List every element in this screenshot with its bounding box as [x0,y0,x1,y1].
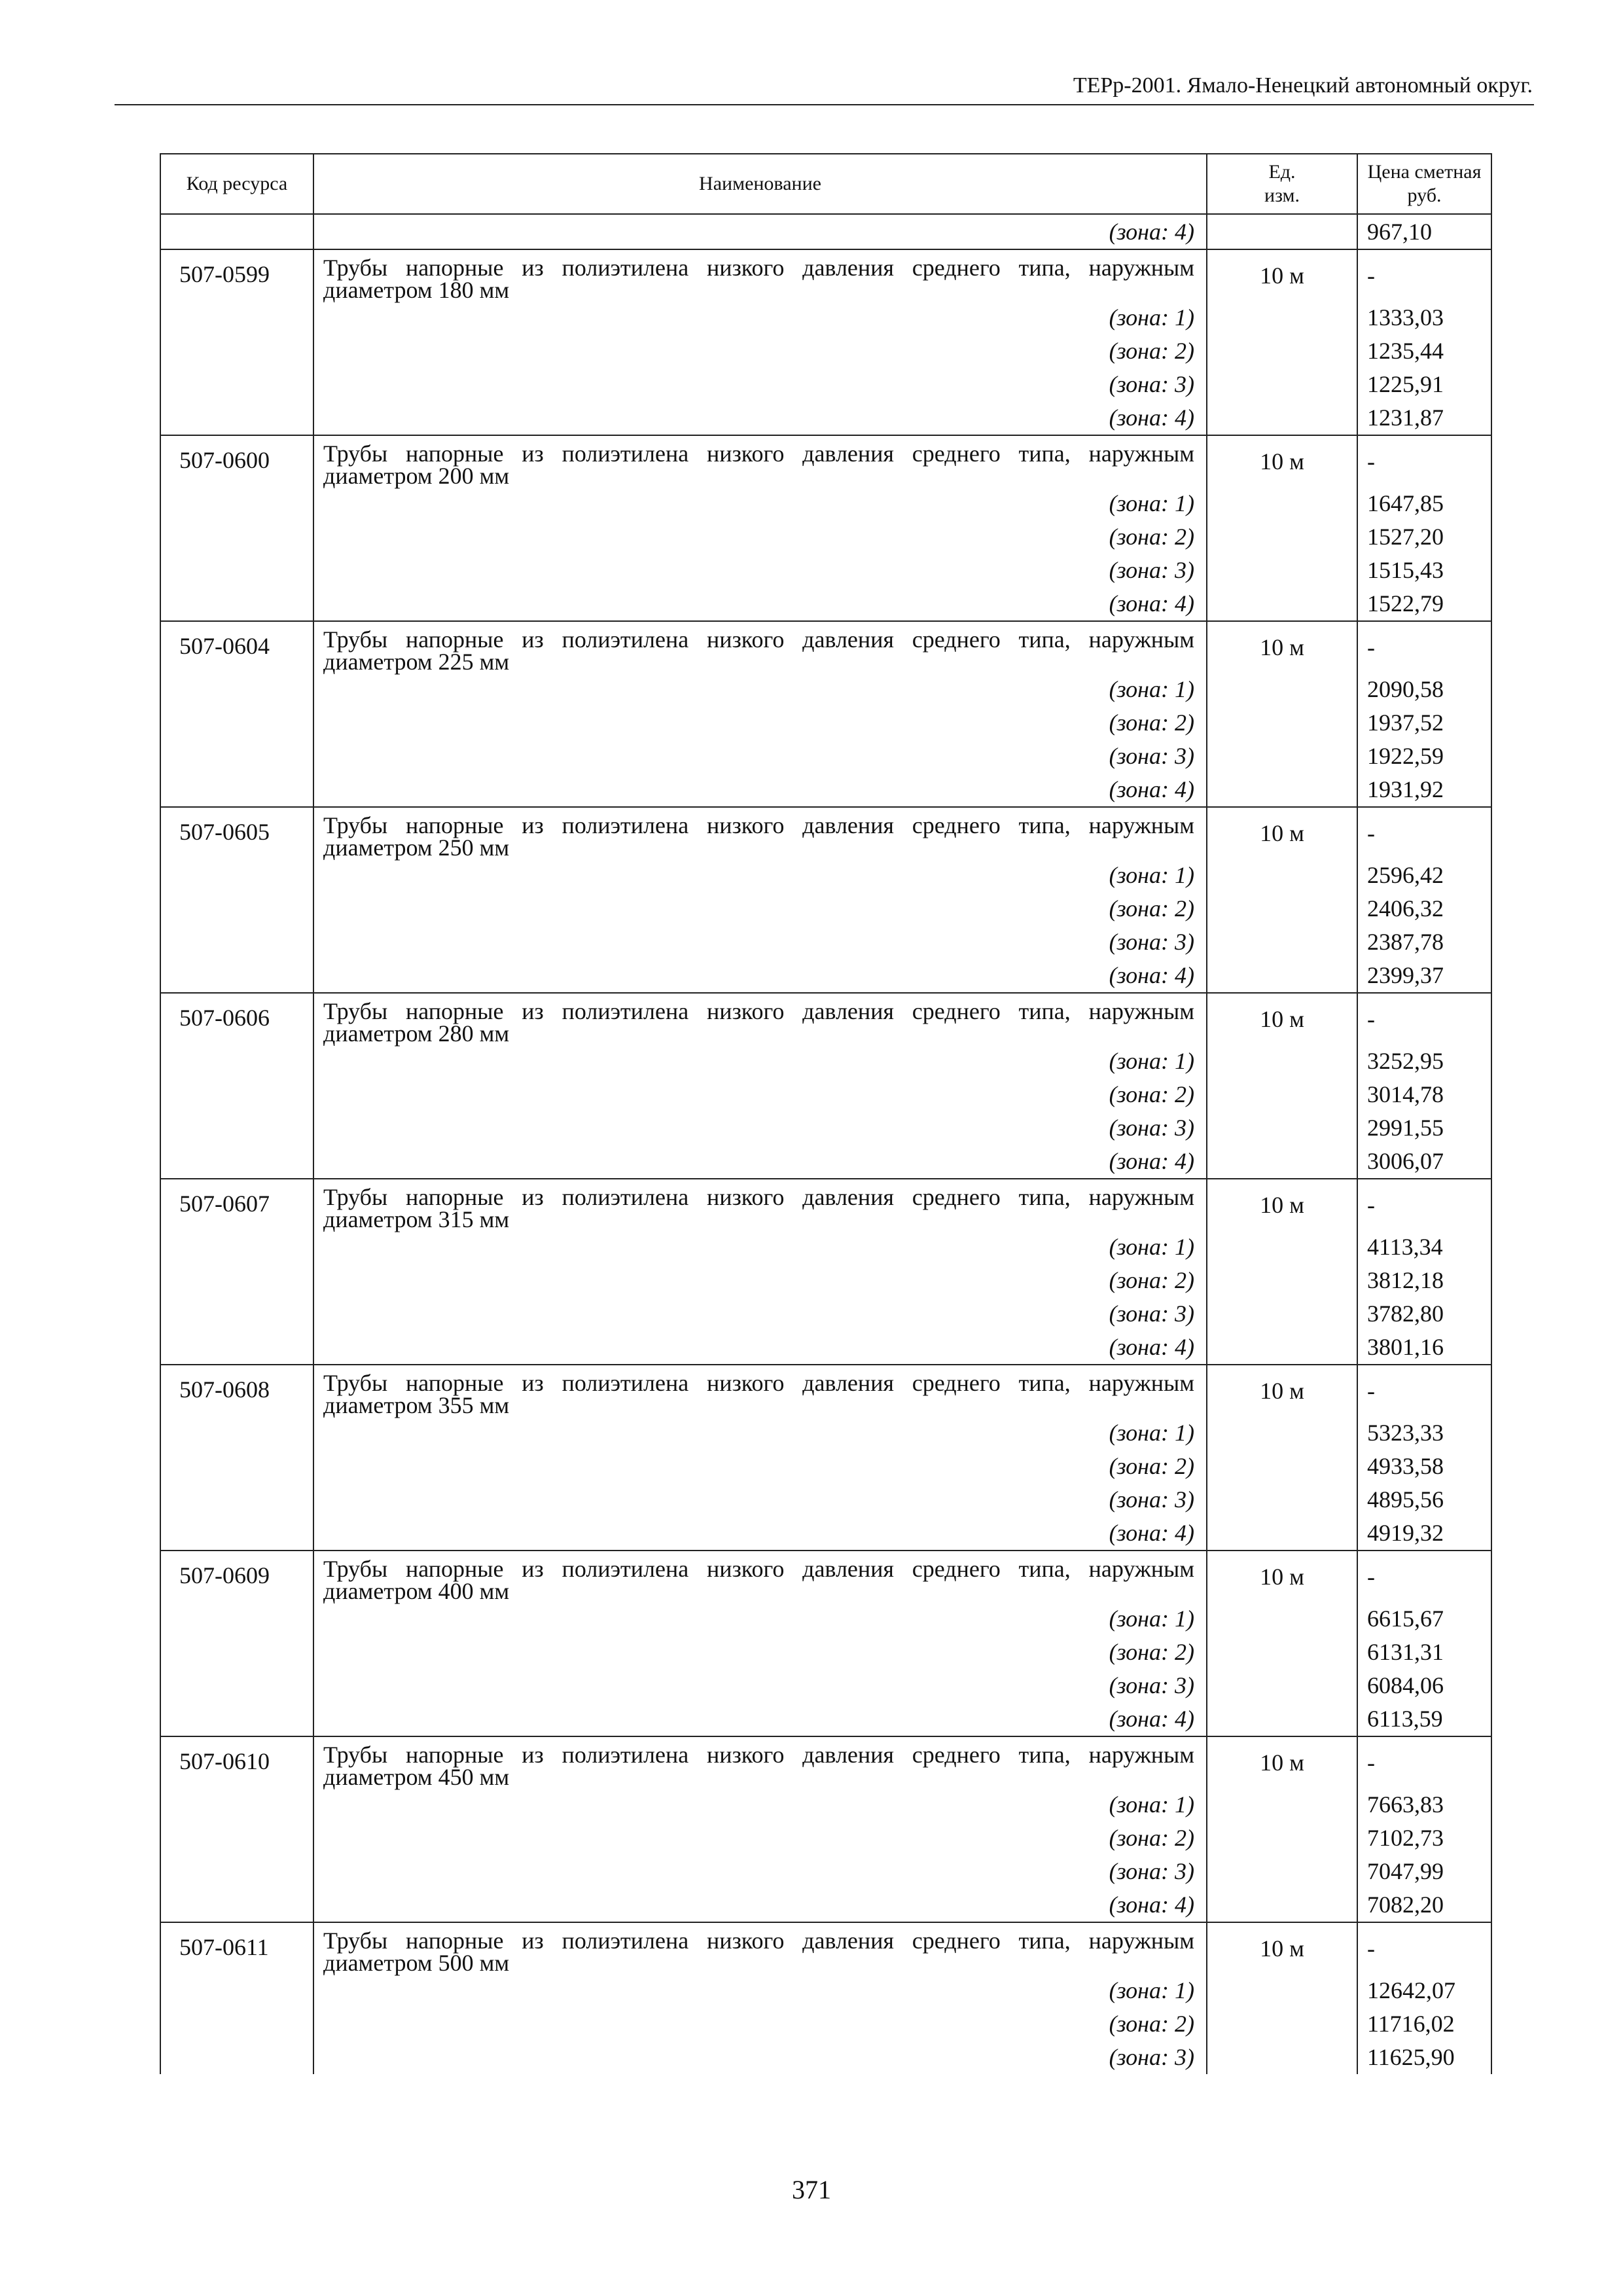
zone-price: 11625,90 [1357,2041,1491,2074]
running-header: ТЕРр-2001. Ямало-Ненецкий автономный округ. [1073,73,1533,98]
zone-label: (зона: 2) [313,1264,1207,1297]
zone-row [160,1450,1491,1483]
zone-price: 6131,31 [1357,1636,1491,1669]
zone-label: (зона: 3) [313,2041,1207,2074]
zone-price: 6615,67 [1357,1602,1491,1636]
zone-row [160,1483,1491,1516]
zone-row [160,1516,1491,1551]
zone-label: (зона: 1) [313,1788,1207,1821]
zone-label: (зона: 1) [313,301,1207,334]
table-cell-unit [1207,1855,1357,1888]
resource-code: 507-0599 [160,249,313,301]
zone-price: 2090,58 [1357,673,1491,706]
table-cell-unit [1207,1045,1357,1078]
resource-code: 507-0608 [160,1365,313,1416]
table-cell-code [160,368,313,401]
zone-row [160,959,1491,993]
zone-price: 3782,80 [1357,1297,1491,1331]
table-cell-unit [1207,1264,1357,1297]
zone-price: 2406,32 [1357,892,1491,925]
zone-row [160,520,1491,554]
table-cell-unit [1207,1230,1357,1264]
resource-code: 507-0600 [160,435,313,487]
table-cell-unit [1207,1888,1357,1922]
resource-code: 507-0609 [160,1551,313,1602]
zone-row [160,1416,1491,1450]
zone-price: 1522,79 [1357,587,1491,621]
table-row [160,1179,1491,1230]
column-header-name: Наименование [313,154,1207,214]
zone-label: (зона: 1) [313,1602,1207,1636]
base-price: - [1357,1551,1491,1602]
table-cell-unit [1207,859,1357,892]
table-cell-code [160,1888,313,1922]
unit: 10 м [1207,249,1357,301]
table-cell-code [160,520,313,554]
zone-price: 7047,99 [1357,1855,1491,1888]
zone-row [160,401,1491,435]
table-cell-unit [1207,401,1357,435]
zone-row [160,1974,1491,2007]
unit: 10 м [1207,1551,1357,1602]
zone-price: 3801,16 [1357,1331,1491,1365]
zone-price: 1937,52 [1357,706,1491,740]
zone-price: 2387,78 [1357,925,1491,959]
zone-label: (зона: 1) [313,1416,1207,1450]
zone-row [160,301,1491,334]
table-cell-code [160,1230,313,1264]
table-row [160,993,1491,1045]
zone-price: 7102,73 [1357,1821,1491,1855]
table-cell-code [160,859,313,892]
zone-label: (зона: 2) [313,706,1207,740]
table-cell-code [160,1974,313,2007]
zone-row [160,2041,1491,2074]
zone-label: (зона: 4) [313,587,1207,621]
zone-label: (зона: 3) [313,1111,1207,1145]
zone-row [160,554,1491,587]
unit: 10 м [1207,807,1357,859]
table-cell-code [160,2041,313,2074]
unit: 10 м [1207,621,1357,673]
zone-price: 1225,91 [1357,368,1491,401]
table-cell-unit [1207,1078,1357,1111]
zone-label: (зона: 4) [313,1888,1207,1922]
zone-price: 967,10 [1357,214,1491,249]
resource-code: 507-0604 [160,621,313,673]
table-cell-code [160,1516,313,1551]
table-cell-unit [1207,1669,1357,1702]
zone-label: (зона: 2) [313,2007,1207,2041]
zone-row [160,487,1491,520]
zone-label: (зона: 4) [313,1145,1207,1179]
zone-label: (зона: 3) [313,740,1207,773]
table-cell-unit [1207,301,1357,334]
zone-row [160,1045,1491,1078]
column-header-price: Цена сметная руб. [1357,154,1491,214]
table-cell-unit [1207,1516,1357,1551]
table-cell-unit [1207,1974,1357,2007]
zone-label: (зона: 2) [313,1821,1207,1855]
table-cell-unit [1207,1416,1357,1450]
zone-row [160,673,1491,706]
zone-price: 1527,20 [1357,520,1491,554]
table-cell-unit [1207,706,1357,740]
table-cell-code [160,214,313,249]
zone-row [160,1669,1491,1702]
base-price: - [1357,1922,1491,1974]
zone-label: (зона: 1) [313,859,1207,892]
header-rule [115,104,1534,105]
table-cell-unit [1207,214,1357,249]
zone-label: (зона: 1) [313,487,1207,520]
table-cell-code [160,673,313,706]
zone-price: 7082,20 [1357,1888,1491,1922]
zone-label: (зона: 4) [313,773,1207,807]
zone-label: (зона: 4) [313,1331,1207,1365]
zone-row [160,773,1491,807]
zone-price: 6084,06 [1357,1669,1491,1702]
table-cell-unit [1207,1602,1357,1636]
table-cell-unit [1207,334,1357,368]
table-cell-code [160,1602,313,1636]
unit: 10 м [1207,435,1357,487]
zone-label: (зона: 2) [313,1450,1207,1483]
resource-name: Трубы напорные из полиэтилена низкого давления среднего типа, наружным диаметром 450 мм [313,1736,1207,1788]
table-cell-unit [1207,1450,1357,1483]
zone-label: (зона: 3) [313,1855,1207,1888]
table-cell-unit [1207,740,1357,773]
base-price: - [1357,1179,1491,1230]
table-body [160,214,1491,2074]
unit: 10 м [1207,1736,1357,1788]
table-cell-code [160,773,313,807]
zone-price: 3252,95 [1357,1045,1491,1078]
zone-price: 1647,85 [1357,487,1491,520]
table-cell-code [160,587,313,621]
zone-price: 7663,83 [1357,1788,1491,1821]
table-cell-code [160,554,313,587]
base-price: - [1357,1736,1491,1788]
table-cell-unit [1207,673,1357,706]
table-cell-unit [1207,554,1357,587]
zone-label: (зона: 4) [313,959,1207,993]
zone-row [160,1230,1491,1264]
zone-label: (зона: 3) [313,368,1207,401]
zone-row [160,1111,1491,1145]
unit: 10 м [1207,1922,1357,1974]
continuation-row [160,214,1491,249]
table-cell-unit [1207,520,1357,554]
resource-code: 507-0610 [160,1736,313,1788]
zone-label: (зона: 3) [313,925,1207,959]
table-row [160,1922,1491,1974]
zone-price: 4919,32 [1357,1516,1491,1551]
zone-label: (зона: 2) [313,334,1207,368]
table-row [160,1551,1491,1602]
zone-price: 4933,58 [1357,1450,1491,1483]
table-cell-code [160,959,313,993]
resource-name: Трубы напорные из полиэтилена низкого давления среднего типа, наружным диаметром 180 мм [313,249,1207,301]
page-number: 371 [792,2175,831,2204]
base-price: - [1357,993,1491,1045]
zone-label: (зона: 3) [313,554,1207,587]
table-cell-unit [1207,1331,1357,1365]
table-cell-code [160,925,313,959]
table-cell-unit [1207,2007,1357,2041]
zone-row [160,334,1491,368]
zone-price: 1515,43 [1357,554,1491,587]
table-cell-code [160,1331,313,1365]
resource-code: 507-0606 [160,993,313,1045]
table-cell-unit [1207,892,1357,925]
base-price: - [1357,807,1491,859]
table-row [160,807,1491,859]
table-cell-unit [1207,1702,1357,1736]
zone-label: (зона: 1) [313,673,1207,706]
table-cell-code [160,1078,313,1111]
zone-label: (зона: 2) [313,1078,1207,1111]
table-cell-code [160,1145,313,1179]
zone-row [160,1855,1491,1888]
zone-row [160,1788,1491,1821]
zone-price: 1922,59 [1357,740,1491,773]
zone-price: 3812,18 [1357,1264,1491,1297]
zone-row [160,1078,1491,1111]
zone-label: (зона: 1) [313,1974,1207,2007]
unit: 10 м [1207,1365,1357,1416]
base-price: - [1357,249,1491,301]
zone-price: 2399,37 [1357,959,1491,993]
zone-label: (зона: 4) [313,1516,1207,1551]
zone-price: 4895,56 [1357,1483,1491,1516]
table-cell-unit [1207,1788,1357,1821]
zone-row [160,1821,1491,1855]
zone-price: 1235,44 [1357,334,1491,368]
column-header-unit: Ед. изм. [1207,154,1357,214]
table-cell-code [160,1855,313,1888]
zone-label: (зона: 2) [313,892,1207,925]
table-cell-code [160,740,313,773]
unit: 10 м [1207,1179,1357,1230]
zone-label: (зона: 3) [313,1669,1207,1702]
zone-row [160,1297,1491,1331]
table-cell-unit [1207,2041,1357,2074]
resource-name: Трубы напорные из полиэтилена низкого давления среднего типа, наружным диаметром 355 мм [313,1365,1207,1416]
zone-label: (зона: 2) [313,520,1207,554]
zone-row [160,1888,1491,1922]
resource-code: 507-0607 [160,1179,313,1230]
resource-name: Трубы напорные из полиэтилена низкого давления среднего типа, наружным диаметром 315 мм [313,1179,1207,1230]
zone-price: 11716,02 [1357,2007,1491,2041]
resource-name: Трубы напорные из полиэтилена низкого давления среднего типа, наружным диаметром 500 мм [313,1922,1207,1974]
zone-price: 5323,33 [1357,1416,1491,1450]
zone-label: (зона: 3) [313,1297,1207,1331]
zone-price: 4113,34 [1357,1230,1491,1264]
base-price: - [1357,435,1491,487]
zone-label: (зона: 2) [313,1636,1207,1669]
table-row [160,1365,1491,1416]
zone-row [160,1702,1491,1736]
zone-row [160,1264,1491,1297]
column-header-code: Код ресурса [160,154,313,214]
table-header-row [160,154,1491,214]
zone-price: 2991,55 [1357,1111,1491,1145]
table-cell-unit [1207,1297,1357,1331]
zone-label: (зона: 4) [313,1702,1207,1736]
zone-row [160,1331,1491,1365]
table-cell-unit [1207,1111,1357,1145]
table-cell-unit [1207,773,1357,807]
table-cell-unit [1207,1145,1357,1179]
resource-name: Трубы напорные из полиэтилена низкого давления среднего типа, наружным диаметром 200 мм [313,435,1207,487]
table-cell-code [160,1111,313,1145]
table-cell-code [160,1636,313,1669]
resource-code: 507-0611 [160,1922,313,1974]
table-cell-code [160,1297,313,1331]
zone-price: 3014,78 [1357,1078,1491,1111]
table-cell-code [160,1264,313,1297]
zone-row [160,925,1491,959]
table-row [160,249,1491,301]
table-cell-unit [1207,1483,1357,1516]
table-cell-code [160,334,313,368]
table-cell-code [160,1045,313,1078]
table-cell-unit [1207,487,1357,520]
zone-row [160,1145,1491,1179]
zone-price: 1231,87 [1357,401,1491,435]
base-price: - [1357,621,1491,673]
resource-name: Трубы напорные из полиэтилена низкого давления среднего типа, наружным диаметром 225 мм [313,621,1207,673]
table-cell-code [160,1416,313,1450]
table-cell-code [160,1669,313,1702]
resource-name: Трубы напорные из полиэтилена низкого давления среднего типа, наружным диаметром 280 мм [313,993,1207,1045]
table-cell-unit [1207,1821,1357,1855]
unit: 10 м [1207,993,1357,1045]
zone-price: 12642,07 [1357,1974,1491,2007]
table-cell-code [160,487,313,520]
zone-price: 2596,42 [1357,859,1491,892]
zone-label: (зона: 4) [313,214,1207,249]
table-cell-code [160,401,313,435]
table-cell-unit [1207,925,1357,959]
zone-label: (зона: 3) [313,1483,1207,1516]
zone-label: (зона: 4) [313,401,1207,435]
zone-row [160,706,1491,740]
table-cell-unit [1207,959,1357,993]
table-row [160,1736,1491,1788]
zone-row [160,2007,1491,2041]
zone-label: (зона: 1) [313,1045,1207,1078]
base-price: - [1357,1365,1491,1416]
table-cell-code [160,1450,313,1483]
zone-price: 3006,07 [1357,1145,1491,1179]
zone-row [160,587,1491,621]
table-cell-code [160,1788,313,1821]
table-row [160,435,1491,487]
table-cell-unit [1207,368,1357,401]
table-cell-code [160,1702,313,1736]
table-cell-unit [1207,1636,1357,1669]
table-cell-code [160,2007,313,2041]
table-cell-code [160,301,313,334]
zone-row [160,1602,1491,1636]
price-table [160,153,1492,2074]
zone-price: 1333,03 [1357,301,1491,334]
zone-row [160,859,1491,892]
zone-price: 6113,59 [1357,1702,1491,1736]
resource-name: Трубы напорные из полиэтилена низкого давления среднего типа, наружным диаметром 250 мм [313,807,1207,859]
table-cell-unit [1207,587,1357,621]
resource-code: 507-0605 [160,807,313,859]
table-cell-code [160,1821,313,1855]
zone-row [160,892,1491,925]
zone-row [160,740,1491,773]
table-cell-code [160,892,313,925]
zone-row [160,1636,1491,1669]
resource-name: Трубы напорные из полиэтилена низкого давления среднего типа, наружным диаметром 400 мм [313,1551,1207,1602]
zone-price: 1931,92 [1357,773,1491,807]
zone-row [160,368,1491,401]
zone-label: (зона: 1) [313,1230,1207,1264]
table-cell-code [160,706,313,740]
table-cell-code [160,1483,313,1516]
table-row [160,621,1491,673]
